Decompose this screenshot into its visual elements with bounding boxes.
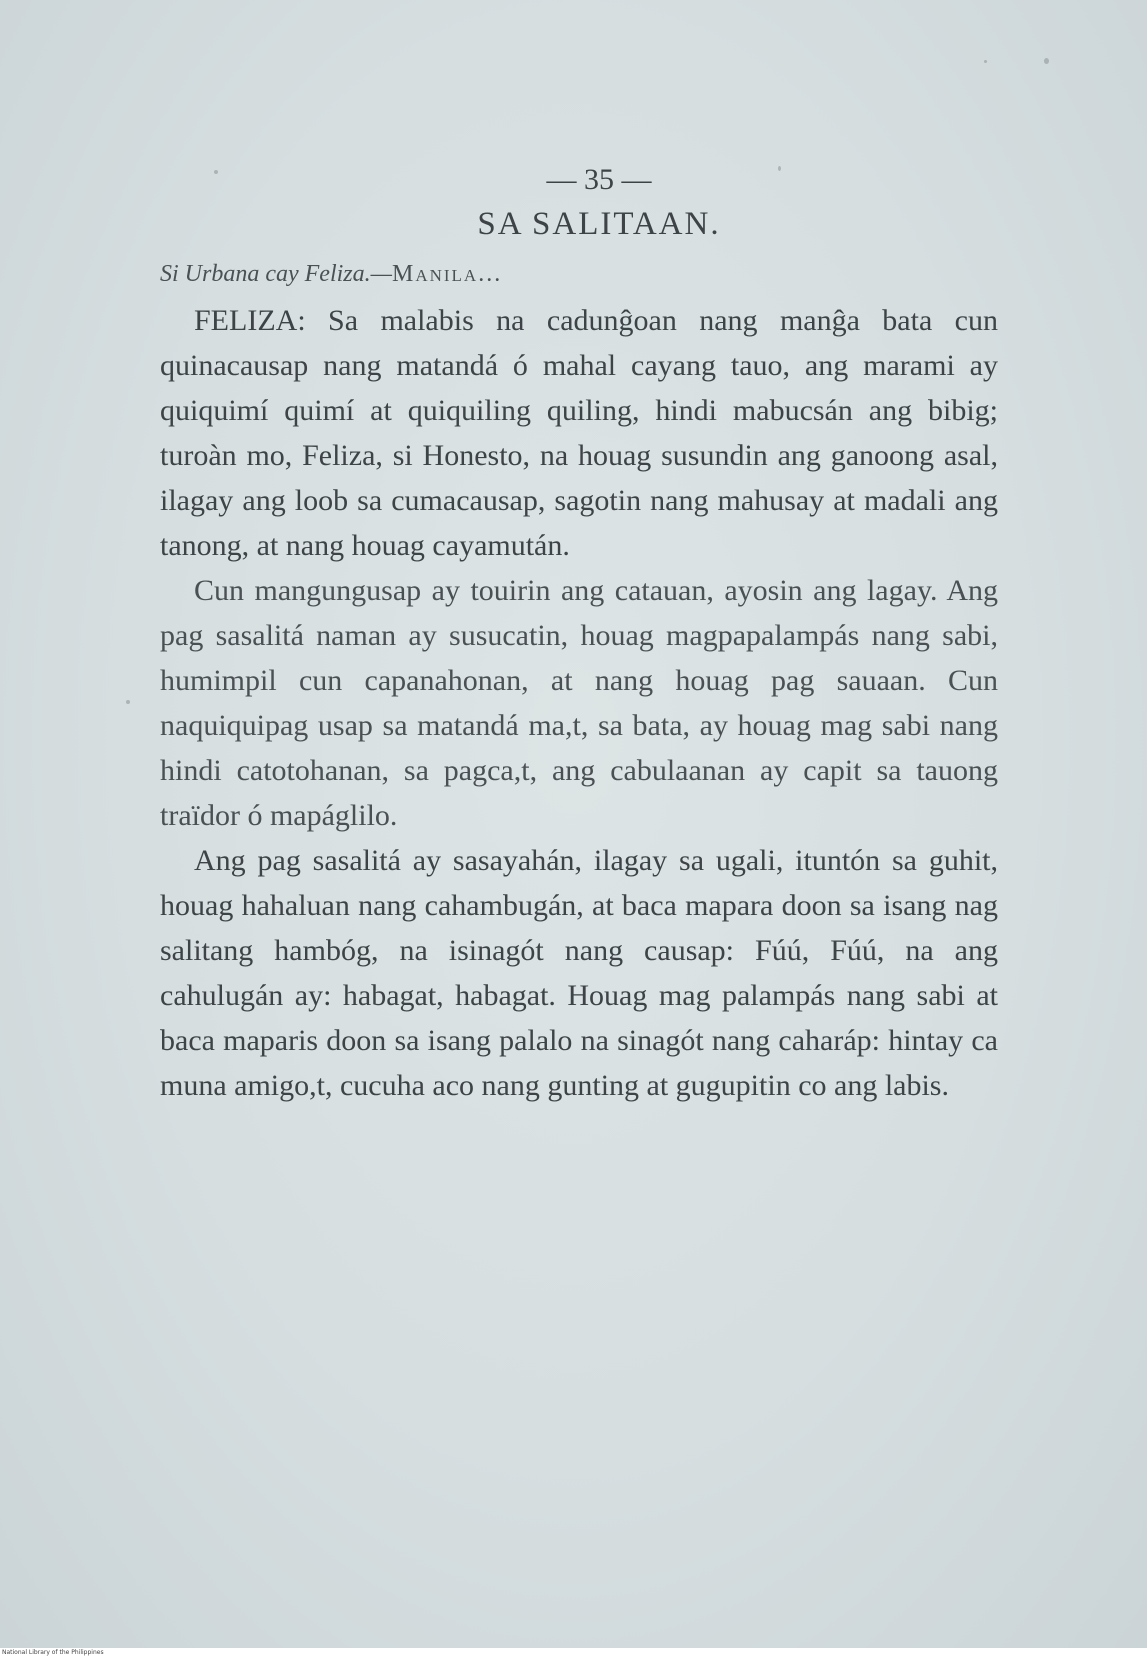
letter-dash: — — [370, 261, 392, 287]
chapter-title: SA SALITAAN. — [477, 206, 721, 242]
dust-speck — [1044, 58, 1049, 64]
page-text — [160, 160, 998, 1108]
page-number: — 35 — — [546, 163, 652, 196]
dust-speck — [984, 60, 987, 63]
footer-credit: National Library of the Philippines — [2, 1649, 104, 1656]
paragraph-3: Ang pag sasalitá ay sasayahán, ilagay sa ugali, ituntón sa guhit, houag hahaluan nang cahambugán, at baca mapara doon sa isang nag salitang hambóg, na isinagót nang causap: Fúú, Fúú, na ang cahulugán ay: habagat, habagat. Houag mag palampás nang sabi at baca maparis doon sa isang palalo na sinagót nang caharáp: hintay ca muna amigo,t, cucuha aco nang gunting at gugupitin co ang labis. — [160, 844, 998, 1102]
paragraph-2: Cun mangungusap ay touirin ang catauan, ayosin ang lagay. Ang pag sasalitá naman ay susucatin, houag magpapalampás nang sabi, humimpil cun capanahonan, at nang houag pag sauaan. Cun naquiquipag usap sa matandá ma,t, sa bata, ay houag mag sabi nang hindi catotohanan, sa pagca,t, ang cabulaanan ay capit sa tauong traïdor ó mapáglilo. — [160, 574, 998, 832]
letter-sender: Si Urbana cay Feliza. — [160, 261, 371, 287]
letter-heading — [160, 254, 998, 294]
letter-place: Manila... — [391, 261, 503, 287]
dust-speck — [126, 700, 130, 704]
paragraph-1: FELIZA: Sa malabis na cadunĝoan nang manĝa bata cun quinacausap nang matandá ó mahal cayang tauo, ang marami ay quiquimí quimí at quiquiling quiling, hindi mabucsán ang bibig; turoàn mo, Feliza, si Honesto, na houag susundin ang ganoong asal, ilagay ang loob sa cumacausap, sagotin nang mahusay at madali ang tanong, at nang houag cayamután. — [160, 304, 998, 562]
